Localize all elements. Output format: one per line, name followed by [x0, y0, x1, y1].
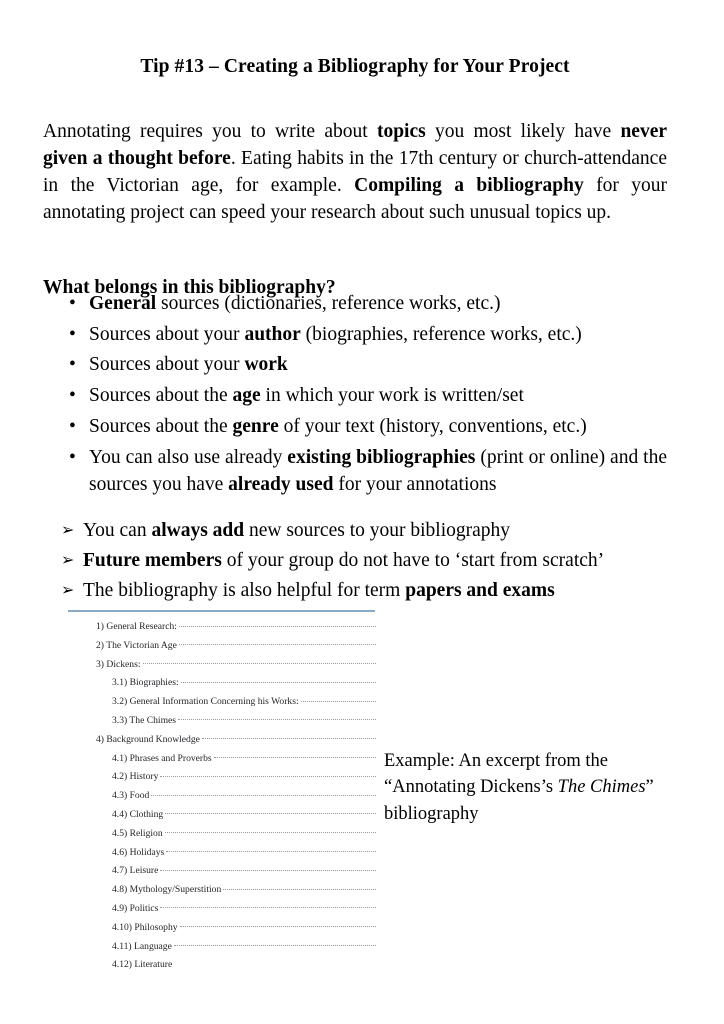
arrow-text-before: The bibliography is also helpful for term	[83, 580, 406, 602]
toc-entry-label: 4.11) Language	[112, 940, 172, 952]
toc-dot-leader	[151, 788, 376, 796]
toc-entry	[62, 787, 382, 806]
toc-dot-leader	[202, 731, 376, 739]
toc-dot-leader	[174, 938, 376, 946]
toc-dot-leader	[165, 806, 376, 814]
toc-entry	[62, 825, 382, 844]
toc-entry	[62, 750, 382, 769]
bullet-bold-already-used: already used	[228, 473, 334, 495]
bibliography-benefits-list	[43, 517, 667, 608]
toc-entry	[62, 956, 382, 975]
toc-entry	[62, 881, 382, 900]
toc-entry-label: 3) Dickens:	[96, 658, 141, 670]
list-item	[43, 321, 667, 348]
toc-dot-leader	[143, 656, 377, 664]
toc-entry	[62, 618, 382, 637]
list-item	[43, 290, 667, 317]
bullet-text-before: Sources about your	[89, 323, 245, 345]
arrow-text-after: new sources to your bibliography	[244, 520, 511, 541]
intro-bold-never-given: never given a thought before	[43, 120, 667, 169]
bullet-bold-general: General	[89, 293, 157, 314]
toc-entry-label: 4.4) Clothing	[112, 808, 164, 820]
list-item	[43, 382, 667, 409]
toc-entry-label: 4.9) Politics	[112, 902, 159, 914]
bullet-text-before: Sources about your	[89, 354, 245, 376]
bibliography-toc-figure	[62, 606, 382, 1024]
arrow-bold-future-members: Future members	[83, 550, 222, 572]
list-item	[43, 413, 667, 440]
toc-entry-label: 4.1) Phrases and Proverbs	[112, 752, 212, 764]
caption-italic-title: The Chimes	[557, 777, 646, 797]
toc-entry	[62, 806, 382, 825]
bibliography-contents-list	[43, 290, 667, 501]
bullet-text: sources (dictionaries, reference works, etc.)	[156, 293, 501, 314]
toc-entry	[62, 768, 382, 787]
toc-entry	[62, 656, 382, 675]
toc-entry	[62, 693, 382, 712]
toc-entry-label: 4.6) Holidays	[112, 846, 165, 858]
bullet-text-before: Sources about the	[89, 415, 233, 437]
arrow-bullet-icon: ➢	[61, 522, 75, 539]
list-item	[43, 577, 667, 604]
toc-dot-leader	[180, 919, 376, 927]
toc-entry-label: 4.10) Philosophy	[112, 921, 178, 933]
toc-dot-leader	[214, 750, 376, 758]
arrow-bold-papers-exams: papers and exams	[405, 580, 555, 602]
toc-entry-label: 4) Background Knowledge	[96, 733, 200, 745]
intro-text-1: Annotating requires you to write about	[43, 120, 377, 142]
toc-entry-label: 4.5) Religion	[112, 827, 163, 839]
toc-entry	[62, 674, 382, 693]
toc-entry-list	[62, 618, 382, 975]
toc-dot-leader	[179, 637, 376, 645]
toc-entry-label: 4.2) History	[112, 771, 159, 783]
list-item	[43, 517, 667, 544]
toc-entry	[62, 637, 382, 656]
bullet-icon: •	[69, 354, 76, 376]
toc-dot-leader	[178, 712, 376, 720]
bullet-bold-work: work	[244, 354, 288, 376]
toc-entry-label: 4.8) Mythology/Superstition	[112, 884, 222, 896]
toc-entry-label: 1) General Research:	[96, 621, 177, 632]
list-item	[43, 547, 667, 574]
intro-bold-topics: topics	[376, 120, 426, 142]
arrow-text-before: You can	[83, 520, 152, 541]
bullet-icon: •	[69, 415, 76, 437]
bullet-text-after: (biographies, reference works, etc.)	[300, 323, 582, 345]
bullet-text-middle: (print or online) and the sources you have	[89, 446, 667, 495]
toc-entry	[62, 731, 382, 750]
intro-text-3: . Eating habits in the 17th century or church-attendance in the Victorian age, for example.	[43, 147, 667, 196]
caption-text-1: Example: An excerpt from the “Annotating Dickens’s	[384, 750, 608, 797]
toc-entry-label: 2) The Victorian Age	[96, 639, 177, 651]
toc-divider-rule	[68, 610, 375, 612]
toc-dot-leader	[160, 863, 376, 871]
arrow-bold-always-add: always add	[151, 520, 245, 541]
toc-entry	[62, 712, 382, 731]
toc-dot-leader	[179, 619, 376, 627]
toc-dot-leader	[160, 900, 376, 908]
bullet-icon: •	[69, 293, 76, 314]
toc-dot-leader	[301, 694, 376, 702]
toc-entry-label: 4.3) Food	[112, 790, 150, 802]
bullet-text-before: You can also use already	[89, 446, 288, 468]
intro-text-4: for your annotating project can speed your research about such unusual topics up.	[43, 174, 667, 224]
arrow-bullet-icon: ➢	[61, 582, 75, 600]
list-item	[43, 351, 667, 378]
toc-entry-label: 4.7) Leisure	[112, 865, 159, 877]
intro-paragraph	[43, 118, 667, 227]
bullet-text-before: Sources about the	[89, 385, 233, 407]
toc-entry	[62, 900, 382, 919]
toc-entry-label: 3.1) Biographies:	[112, 677, 179, 689]
intro-text-2: you most likely have	[425, 120, 621, 142]
toc-entry	[62, 862, 382, 881]
toc-entry-label: 4.12) Literature	[112, 959, 173, 971]
bullet-bold-existing-bibliographies: existing bibliographies	[287, 446, 476, 468]
figure-caption	[384, 748, 654, 828]
arrow-bullet-icon: ➢	[61, 552, 75, 570]
toc-dot-leader	[165, 825, 376, 833]
caption-text-2: ” bibliography	[384, 777, 654, 824]
bullet-bold-genre: genre	[232, 415, 279, 437]
bullet-icon: •	[69, 385, 76, 407]
toc-entry	[62, 844, 382, 863]
page-title: Tip #13 – Creating a Bibliography for Your Project	[140, 56, 570, 78]
bullet-text-after: of your text (history, conventions, etc.)	[278, 415, 587, 437]
toc-entry	[62, 919, 382, 938]
bullet-text-end: for your annotations	[333, 473, 497, 495]
bullet-icon: •	[69, 446, 76, 468]
toc-dot-leader	[223, 882, 376, 890]
toc-dot-leader	[160, 769, 376, 777]
arrow-text-after: of your group do not have to ‘start from scratch’	[221, 550, 605, 572]
intro-bold-compiling: Compiling a bibliography	[354, 174, 584, 196]
toc-dot-leader	[166, 844, 376, 852]
bullet-text-after: in which your work is written/set	[260, 385, 524, 407]
list-item	[43, 444, 667, 498]
toc-entry	[62, 938, 382, 957]
bullet-bold-author: author	[244, 323, 301, 345]
bullet-bold-age: age	[232, 385, 261, 407]
toc-dot-leader	[181, 675, 376, 683]
toc-entry-label: 3.3) The Chimes	[112, 714, 177, 726]
section-heading: What belongs in this bibliography?	[43, 277, 336, 299]
toc-entry-label: 3.2) General Information Concerning his Works:	[112, 696, 299, 708]
bullet-icon: •	[69, 323, 76, 345]
